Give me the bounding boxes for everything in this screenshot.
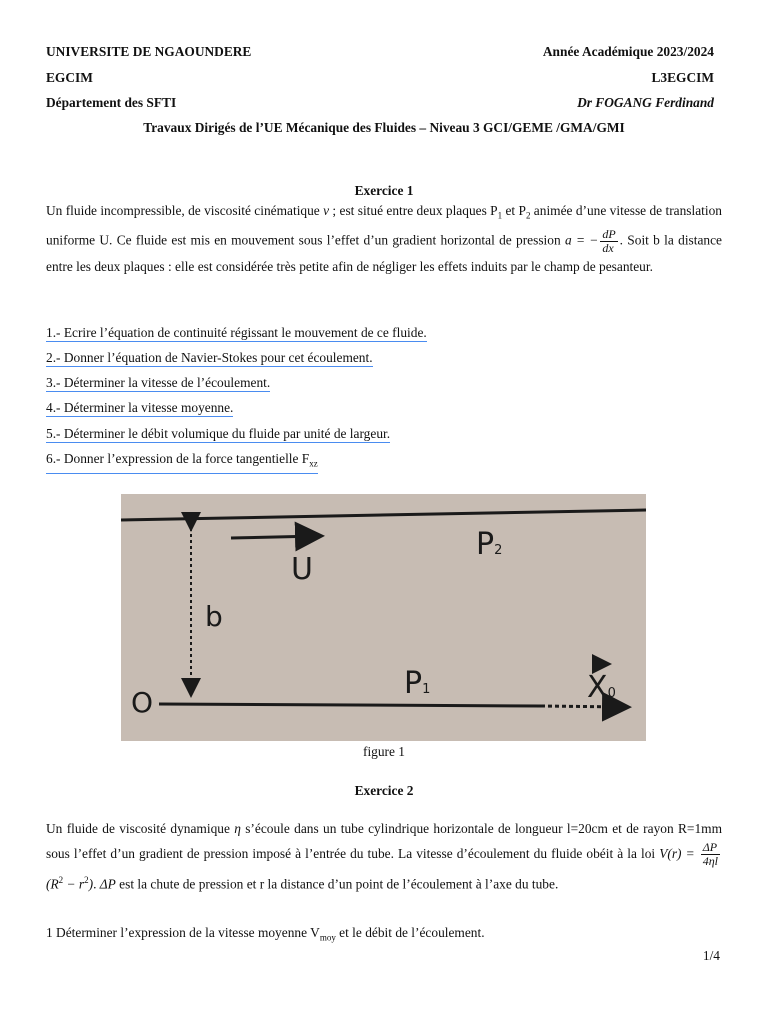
teacher-name: Dr FOGANG Ferdinand: [577, 95, 714, 110]
statement-text: . Soit b la distance entre les deux plaques : elle est considérée très petite afin de négliger les effets induits par le champ de pesanteur.: [46, 232, 722, 274]
label-u: U: [291, 552, 313, 587]
statement-text: .: [93, 876, 100, 892]
exercise2-statement: [46, 816, 722, 897]
delta-p-symbol: ΔP: [99, 876, 116, 892]
course-title: Travaux Dirigés de l’UE Mécanique des Fluides – Niveau 3 GCI/GEME /GMA/GMI: [143, 120, 625, 135]
academic-year: Année Académique 2023/2024: [542, 44, 714, 59]
label-origin: O: [131, 686, 154, 719]
statement-text: et P: [502, 203, 526, 218]
exercise2-question-1: [46, 925, 485, 943]
statement-text: ; est situé entre deux plaques P: [329, 203, 498, 218]
label-p2-letter: P: [476, 527, 495, 562]
figure-1-image: [121, 494, 646, 741]
question-6: [46, 451, 318, 474]
statement-text: Un fluide de viscosité dynamique: [46, 821, 235, 836]
pressure-gradient-fraction: [600, 228, 617, 255]
velocity-law-rhs: (R: [46, 876, 59, 892]
label-b: b: [205, 600, 223, 633]
exercise2-title: Exercice 2: [354, 783, 414, 798]
label-x: [587, 670, 616, 705]
question-4: 4.- Déterminer la vitesse moyenne.: [46, 400, 234, 415]
exercise1-statement: [46, 199, 722, 279]
statement-text: animée d’une vitesse de translation uniforme U. Ce fluide est mis en mouvement sous l’effet d’un gradient horizontal de pression: [46, 203, 723, 248]
question-2: 2.- Donner l’équation de Navier-Stokes pour cet écoulement.: [46, 350, 373, 365]
statement-text: s’écoule dans un tube cylindrique horizontale de longueur l=20cm et de rayon R=1mm sous l’effet d’un gradient de pression imposé à l’entrée du tube. La vitesse d’écoulement du fluide obéit à la loi: [46, 821, 722, 861]
department-name: Département des SFTI: [46, 95, 177, 110]
plate-p2-line: [121, 510, 646, 520]
fraction-denominator: dx: [602, 240, 614, 255]
velocity-law-rhs: − r: [63, 876, 85, 892]
question-text: et le débit de l’écoulement.: [335, 925, 485, 940]
subscript: xz: [309, 458, 318, 469]
plate-p1-line: [159, 704, 541, 706]
nu-symbol: ν: [323, 203, 330, 218]
school-name: EGCIM: [46, 70, 93, 85]
fraction-denominator: 4ηl: [702, 854, 718, 869]
superscript: 2: [84, 875, 89, 886]
fraction-numerator: ΔP: [701, 841, 720, 855]
question-5: 5.- Déterminer le débit volumique du fluide par unité de largeur.: [46, 426, 391, 441]
velocity-law-fraction: [701, 841, 720, 868]
exercise1-title: Exercice 1: [354, 183, 414, 198]
class-level: L3EGCIM: [651, 70, 714, 85]
subscript: moy: [319, 932, 336, 943]
x-axis-arrow: [541, 706, 626, 707]
subscript: 1: [497, 210, 503, 221]
equation-lhs: a = −: [564, 232, 599, 248]
velocity-law-lhs: V(r) =: [659, 846, 699, 861]
university-name: UNIVERSITE DE NGAOUNDERE: [46, 44, 252, 59]
fraction-numerator: dP: [602, 226, 616, 241]
superscript: 2: [58, 875, 64, 886]
subscript: 2: [525, 210, 531, 221]
label-x-letter: X: [587, 670, 608, 705]
eta-symbol: η: [234, 821, 241, 836]
figure-caption: figure 1: [362, 744, 406, 759]
plates-diagram: [121, 494, 646, 741]
label-p1: [404, 666, 430, 701]
question-3: 3.- Déterminer la vitesse de l’écoulement.: [46, 375, 271, 390]
label-p1-letter: P: [404, 666, 423, 701]
velocity-law-rhs: ): [88, 876, 94, 892]
label-p2: [476, 527, 502, 562]
velocity-u-arrow: [231, 536, 319, 538]
label-x-sub: 0: [607, 686, 616, 701]
question-1: 1.- Ecrire l’équation de continuité régissant le mouvement de ce fluide.: [46, 325, 427, 340]
statement-text: est la chute de pression et r la distance d’un point de l’écoulement à l’axe du tube.: [115, 876, 559, 892]
question-text: 1 Déterminer l’expression de la vitesse moyenne V: [46, 925, 320, 940]
statement-text: Un fluide incompressible, de viscosité cinématique: [46, 203, 324, 218]
question-6-text: 6.- Donner l’expression de la force tangentielle F: [46, 451, 310, 466]
page-number: 1/4: [702, 948, 720, 963]
label-p2-sub: 2: [494, 543, 503, 558]
label-p1-sub: 1: [422, 682, 431, 697]
